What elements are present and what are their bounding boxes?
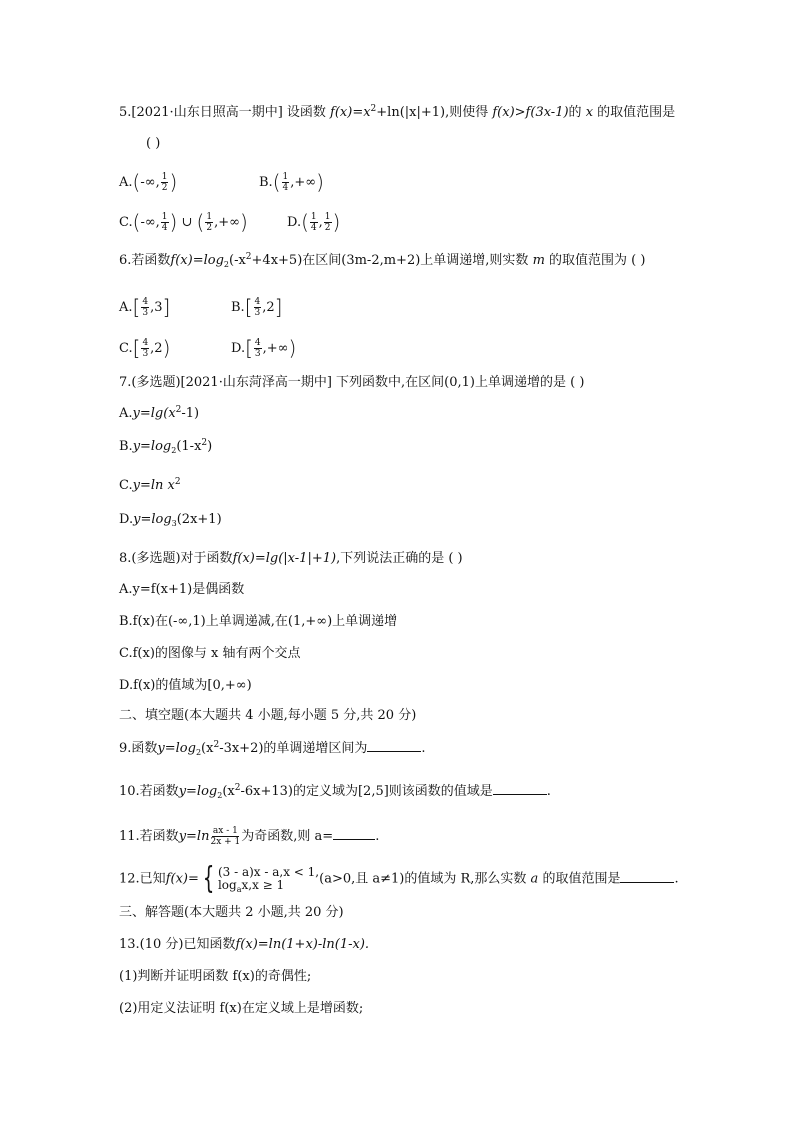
fraction: $\frac{1}{2}$ <box>161 172 168 193</box>
question-6-option-b: B.[ $\frac{4}{3}$ ,2] <box>231 295 283 319</box>
question-8-option-b: B.f(x)在(-∞,1)上单调递减,在(1,+∞)上单调递增 <box>119 614 398 629</box>
question-13-part-2: (2)用定义法证明 f(x)在定义域上是增函数; <box>119 1001 364 1016</box>
fraction: $\frac{1}{4}$ <box>282 172 289 193</box>
fraction: $\frac{1}{4}$ <box>310 212 317 233</box>
piecewise-cases: (3 - a)x - a,x < 1, $\log_ax,x \ge 1$ <box>217 865 320 894</box>
question-7-option-b: $B.y=\log_2(1-x^2)$ <box>119 438 213 455</box>
question-8-option-d: D.f(x)的值域为[0,+∞) <box>119 678 252 693</box>
section-heading-fill-in: 二、填空题(本大题共 4 小题,每小题 5 分,共 20 分) <box>119 708 417 723</box>
fraction: $\frac{1}{2}$ <box>324 212 331 233</box>
question-5-option-b: B.( $\frac{1}{4}$ ,+∞) <box>259 170 324 194</box>
question-7-option-c: C.y=ln $x^2$ <box>119 477 181 493</box>
question-8-option-a: A.y=f(x+1)是偶函数 <box>119 582 245 597</box>
question-10: 10.若函数$y=\log_2(x^2-6x+13)$的定义域为[2,5]则该函数的值域是 . <box>119 783 551 800</box>
fraction: $\frac{1}{4}$ <box>161 212 168 233</box>
question-5-option-c: C.(-∞, $\frac{1}{4}$ ) ∪ ( $\frac{1}{2}$ ,+∞) <box>119 210 248 234</box>
question-5-option-d: D.( $\frac{1}{4}$ , $\frac{1}{2}$ ) <box>287 210 341 234</box>
section-heading-solution: 三、解答题(本大题共 2 小题,共 20 分) <box>119 905 344 920</box>
question-12: 12.已知f(x)= { (3 - a)x - a,x < 1, $\log_ax,x \ge 1$ (a>0,且 a≠1)的值域为 R,那么实数 a 的取值范围是 . <box>119 861 679 896</box>
question-13-part-1: (1)判断并证明函数 f(x)的奇偶性; <box>119 969 312 984</box>
question-5-stem: 5.[2021·山东日照高一期中] 设函数 $f(x)=x^2+\ln(|x|+1)$,则使得 f(x)>f(3x-1)的 x 的取值范围是 <box>119 104 676 120</box>
answer-blank[interactable] <box>493 782 547 795</box>
fraction: $\frac{4}{3}$ <box>142 297 149 318</box>
question-8-stem: 8.(多选题)对于函数f(x)=lg(|x-1|+1),下列说法正确的是 ( ) <box>119 551 463 566</box>
question-7-stem: 7.(多选题)[2021·山东菏泽高一期中] 下列函数中,在区间(0,1)上单调递增的是 ( ) <box>119 375 585 390</box>
question-5-option-a: A.(-∞, $\frac{1}{2}$ ) <box>119 170 178 194</box>
answer-blank[interactable] <box>333 827 375 840</box>
answer-blank[interactable] <box>620 870 674 883</box>
question-6-option-a: A.[ $\frac{4}{3}$ ,3] <box>119 295 171 319</box>
fraction: $\frac{4}{3}$ <box>254 297 261 318</box>
question-11: 11.若函数y=ln $\frac{ax - 1}{2x + 1}$ 为奇函数,则 a= . <box>119 826 380 847</box>
fraction: $\frac{4}{3}$ <box>142 338 149 359</box>
question-7-option-a: $A.y=\lg(x^2-1)$ <box>119 405 200 421</box>
fraction: $\frac{4}{3}$ <box>254 338 261 359</box>
question-7-option-d: $D.y=\log_3(2x+1)$ <box>119 512 222 528</box>
left-brace: { <box>202 861 215 896</box>
question-13-stem: 13.(10 分)已知函数f(x)=ln(1+x)-ln(1-x). <box>119 937 370 952</box>
question-9: 9.函数$y=\log_2(x^2-3x+2)$的单调递增区间为 . <box>119 740 426 757</box>
answer-blank[interactable] <box>367 739 421 752</box>
fraction: $\frac{1}{2}$ <box>206 212 213 233</box>
fraction: $\frac{ax - 1}{2x + 1}$ <box>210 826 241 847</box>
question-5-answer-paren: ( ) <box>146 136 161 151</box>
question-8-option-c: C.f(x)的图像与 x 轴有两个交点 <box>119 646 301 661</box>
question-6-option-c: C.[ $\frac{4}{3}$ ,2) <box>119 336 171 360</box>
question-6-option-d: D.[ $\frac{4}{3}$ ,+∞) <box>231 336 297 360</box>
question-6-stem: 6.若函数$f(x)=\log_2(-x^2+4x+5)$在区间(3m-2,m+2)上单调递增,则实数 m 的取值范围为 ( ) <box>119 252 646 269</box>
